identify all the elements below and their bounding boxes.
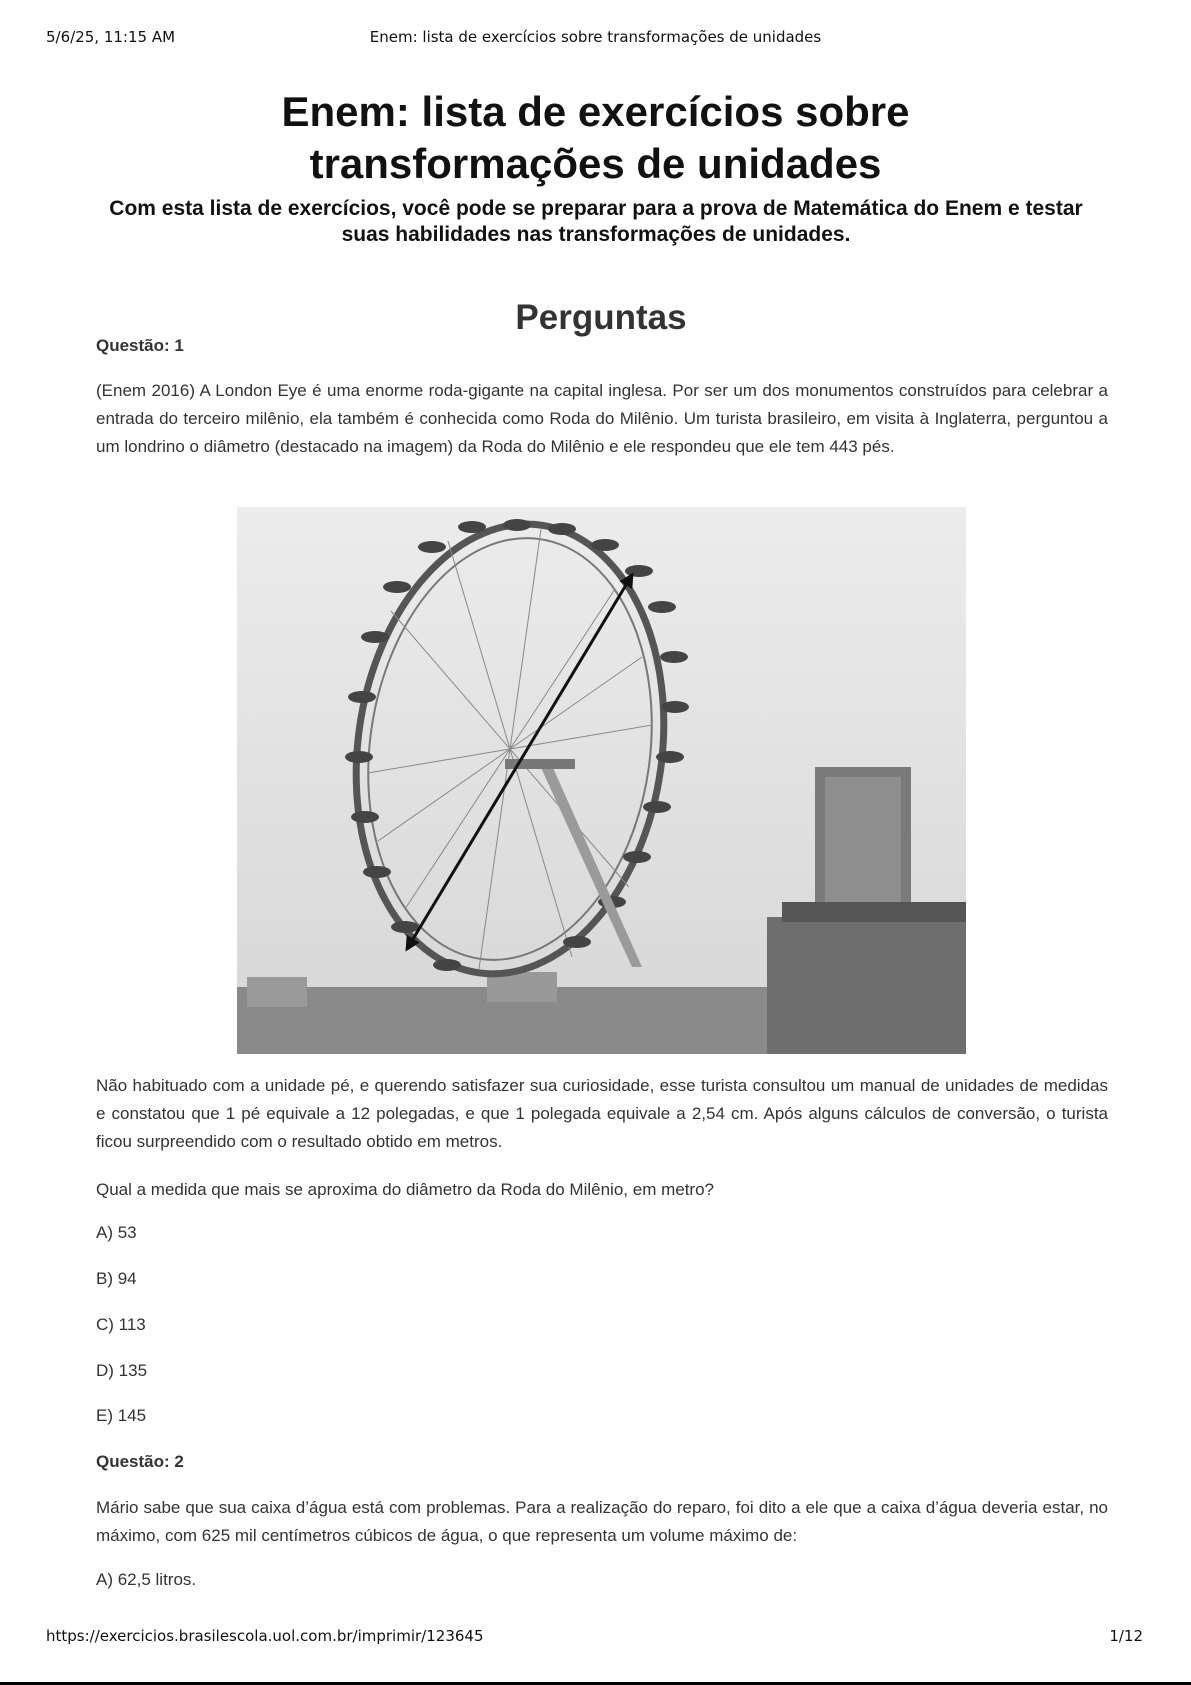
page-url: https://exercicios.brasilescola.uol.com.br/imprimir/123645 — [46, 1627, 484, 1645]
london-eye-photo — [237, 507, 966, 1054]
print-document-title: Enem: lista de exercícios sobre transformações de unidades — [369, 28, 822, 46]
question-1-prompt: Qual a medida que mais se aproxima do diâmetro da Roda do Milênio, em metro? — [96, 1180, 714, 1199]
question-2-intro: Mário sabe que sua caixa d’água está com problemas. Para a realização do reparo, foi dito a ele que a caixa d’água deveria estar, no máximo, com 625 mil centímetros cúbicos de água, o que representa um volume máximo de: — [96, 1498, 1108, 1545]
question-2-label: Questão: 2 — [96, 1452, 184, 1471]
page-subtitle: Com esta lista de exercícios, você pode se preparar para a prova de Matemática do Enem e testar suas habilidades nas transformações de unidades. — [109, 197, 1083, 246]
section-heading: Perguntas — [515, 298, 687, 337]
print-datetime: 5/6/25, 11:15 AM — [46, 28, 176, 46]
question-1-option-c: C) 113 — [96, 1315, 146, 1334]
page-number: 1/12 — [1109, 1627, 1143, 1645]
question-1-option-b: B) 94 — [96, 1269, 137, 1288]
page-title: Enem: lista de exercícios sobre transformações de unidades — [281, 88, 910, 187]
question-1-option-e: E) 145 — [96, 1406, 147, 1425]
question-1-body: Não habituado com a unidade pé, e querendo satisfazer sua curiosidade, esse turista consultou um manual de unidades de medidas e constatou que 1 pé equivale a 12 polegadas, e que 1 polegada equivale a 2,54 cm. Após alguns cálculos de conversão, o turista ficou surpreendido com o resultado obtido em metros. — [96, 1076, 1108, 1151]
question-1-option-a: A) 53 — [96, 1223, 137, 1242]
question-2-option-a: A) 62,5 litros. — [96, 1570, 197, 1589]
question-1-option-d: D) 135 — [96, 1361, 148, 1380]
question-1-intro: (Enem 2016) A London Eye é uma enorme roda-gigante na capital inglesa. Por ser um dos monumentos construídos para celebrar a entrada do terceiro milênio, ela também é conhecida como Roda do Milênio. Um turista brasileiro, em visita à Inglaterra, perguntou a um londrino o diâmetro (destacado na imagem) da Roda do Milênio e ele respondeu que ele tem 443 pés. — [96, 381, 1108, 456]
question-1-label: Questão: 1 — [96, 336, 184, 355]
